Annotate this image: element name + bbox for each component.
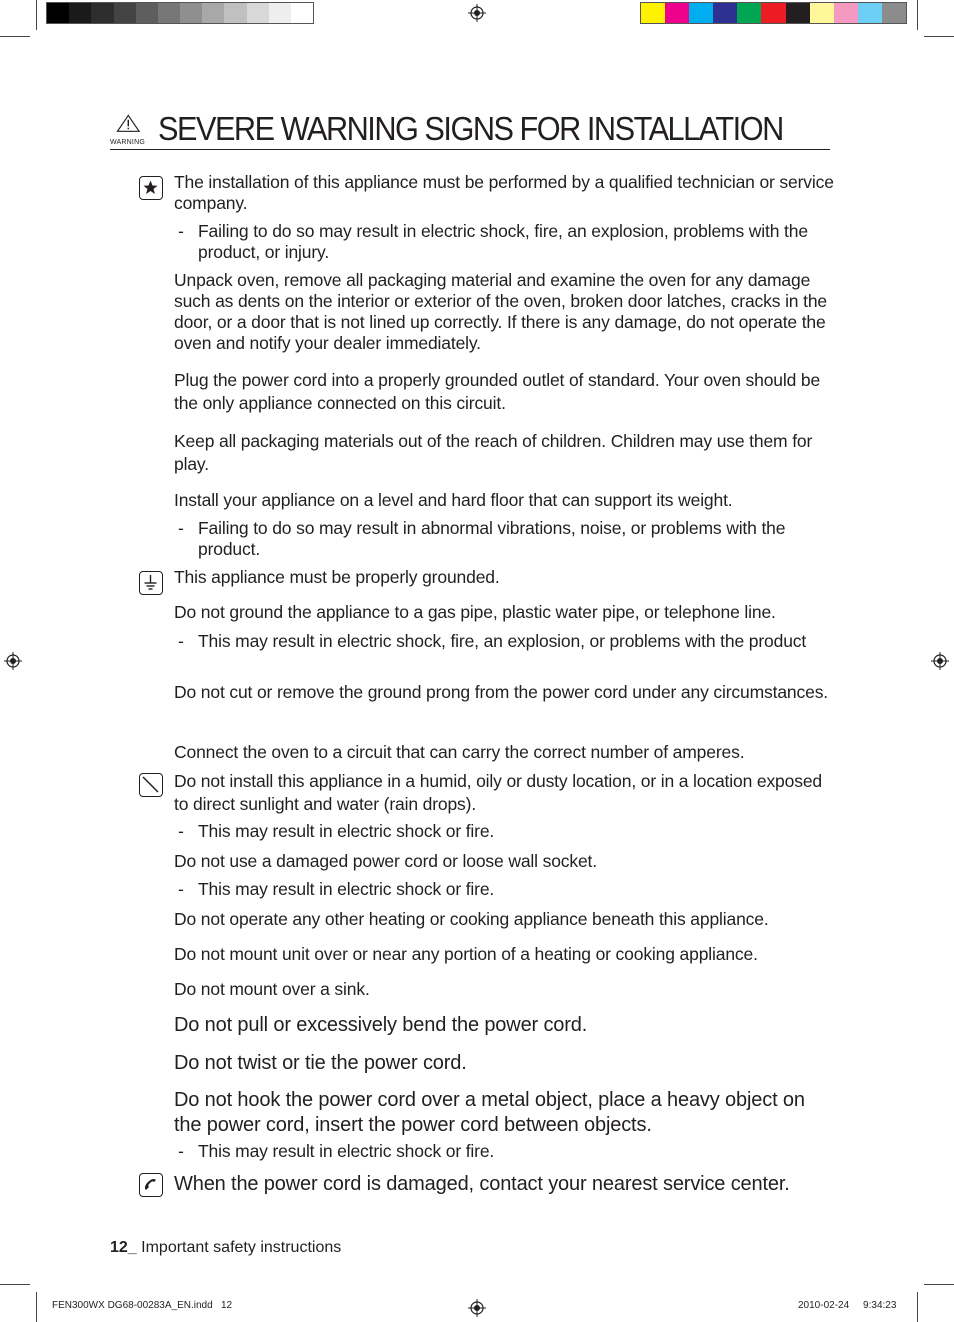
instruction-text: Connect the oven to a circuit that can carry the correct number of amperes. — [174, 742, 745, 762]
consequence-text: This may result in electric shock or fire. — [198, 879, 495, 899]
color-swatch — [47, 3, 69, 23]
consequence-note — [178, 631, 834, 652]
crop-mark — [917, 0, 918, 30]
color-swatch — [224, 3, 246, 23]
consequence-text: Failing to do so may result in abnormal vibrations, noise, or problems with the product. — [198, 518, 786, 559]
registration-mark-icon — [468, 1299, 486, 1317]
instruction-text: Do not mount unit over or near any portion of a heating or cooking appliance. — [174, 944, 758, 964]
color-swatch-bar — [640, 2, 907, 24]
dash-marker: - — [178, 518, 184, 538]
color-swatch — [291, 3, 313, 23]
crop-mark — [36, 0, 37, 30]
consequence-note — [178, 518, 834, 560]
instruction-text: Keep all packaging materials out of the reach of children. Children may use them for play. — [174, 431, 813, 474]
color-swatch — [786, 3, 810, 23]
date-slug: 2010-02-24 9:34:23 — [798, 1300, 897, 1311]
instruction-text: Do not mount over a sink. — [174, 979, 370, 999]
consequence-text: This may result in electric shock or fire. — [198, 821, 495, 841]
color-swatch — [91, 3, 113, 23]
color-swatch — [858, 3, 882, 23]
color-swatch — [69, 3, 91, 23]
consequence-text: This may result in electric shock or fire. — [198, 1141, 495, 1161]
instruction-text: Install your appliance on a level and hard floor that can support its weight. — [174, 490, 733, 510]
registration-mark-icon — [4, 652, 22, 670]
crop-mark — [36, 1292, 37, 1322]
section-name: Important safety instructions — [136, 1239, 342, 1256]
consequence-note — [178, 1141, 834, 1162]
color-swatch — [713, 3, 737, 23]
prohibition-icon — [139, 773, 163, 797]
color-swatch — [269, 3, 291, 23]
color-swatch — [247, 3, 269, 23]
instruction-text: Do not ground the appliance to a gas pipe, plastic water pipe, or telephone line. — [174, 602, 776, 622]
crop-mark — [0, 1284, 30, 1285]
color-swatch — [737, 3, 761, 23]
color-swatch — [136, 3, 158, 23]
consequence-note — [178, 221, 834, 263]
registration-mark-icon — [931, 652, 949, 670]
crop-mark — [924, 36, 954, 37]
ground-icon — [139, 571, 163, 595]
instruction-text: This appliance must be properly grounded. — [174, 567, 500, 587]
dash-marker: - — [178, 631, 184, 651]
crop-mark — [924, 1284, 954, 1285]
consequence-note — [178, 879, 834, 900]
instruction-text: Do not pull or excessively bend the power cord. — [174, 1014, 588, 1036]
crop-mark — [0, 36, 30, 37]
warning-triangle-icon — [112, 114, 146, 140]
color-swatch — [665, 3, 689, 23]
color-swatch — [202, 3, 224, 23]
consequence-text: This may result in electric shock, fire, an explosion, or problems with the product — [198, 631, 807, 651]
instruction-text: When the power cord is damaged, contact your nearest service center. — [174, 1173, 790, 1195]
color-swatch — [158, 3, 180, 23]
dash-marker: - — [178, 221, 184, 241]
consequence-text: Failing to do so may result in electric shock, fire, an explosion, problems with the product, or injury. — [198, 221, 808, 262]
crop-mark — [917, 1292, 918, 1322]
instruction-text: Plug the power cord into a properly grounded outlet of standard. Your oven should be the only appliance connected on this circuit. — [174, 370, 821, 413]
gray-swatch-bar — [46, 2, 314, 24]
warning-label: WARNING — [110, 139, 145, 146]
instruction-text: Do not use a damaged power cord or loose wall socket. — [174, 851, 597, 871]
instruction-text: Do not twist or tie the power cord. — [174, 1052, 467, 1074]
instruction-text: Do not cut or remove the ground prong from the power cord under any circumstances. — [174, 682, 829, 702]
color-swatch — [180, 3, 202, 23]
dash-marker: - — [178, 821, 184, 841]
instruction-text: Do not install this appliance in a humid, oily or dusty location, or in a location exposed to direct sunlight and water (rain drops). — [174, 771, 822, 814]
file-slug: FEN300WX DG68-00283A_EN.indd 12 — [52, 1300, 233, 1311]
color-swatch — [810, 3, 834, 23]
color-swatch — [114, 3, 136, 23]
instruction-text: Do not hook the power cord over a metal object, place a heavy object on the power cord, insert the power cord between objects. — [174, 1089, 805, 1136]
color-swatch — [689, 3, 713, 23]
page-footer — [110, 1239, 341, 1257]
service-call-icon — [139, 1173, 163, 1197]
dash-marker: - — [178, 879, 184, 899]
dash-marker: - — [178, 1141, 184, 1161]
color-swatch — [882, 3, 906, 23]
registration-mark-icon — [468, 4, 486, 22]
color-swatch — [834, 3, 858, 23]
page-number: 12_ — [110, 1239, 137, 1256]
title-divider — [110, 149, 830, 150]
color-swatch — [761, 3, 785, 23]
instruction-text: Unpack oven, remove all packaging material and examine the oven for any damage such as dents on the interior or exterior of the oven, broken door latches, cracks in the door, or a door that is not lined up correctly. If there is any damage, do not operate the oven and notify your dealer immediately. — [174, 270, 827, 353]
instruction-text: Do not operate any other heating or cooking appliance beneath this appliance. — [174, 909, 769, 929]
page-title: SEVERE WARNING SIGNS FOR INSTALLATION — [158, 110, 783, 147]
color-swatch — [641, 3, 665, 23]
consequence-note — [178, 821, 834, 842]
instruction-text: The installation of this appliance must be performed by a qualified technician or service company. — [174, 172, 834, 213]
star-icon — [139, 176, 163, 200]
